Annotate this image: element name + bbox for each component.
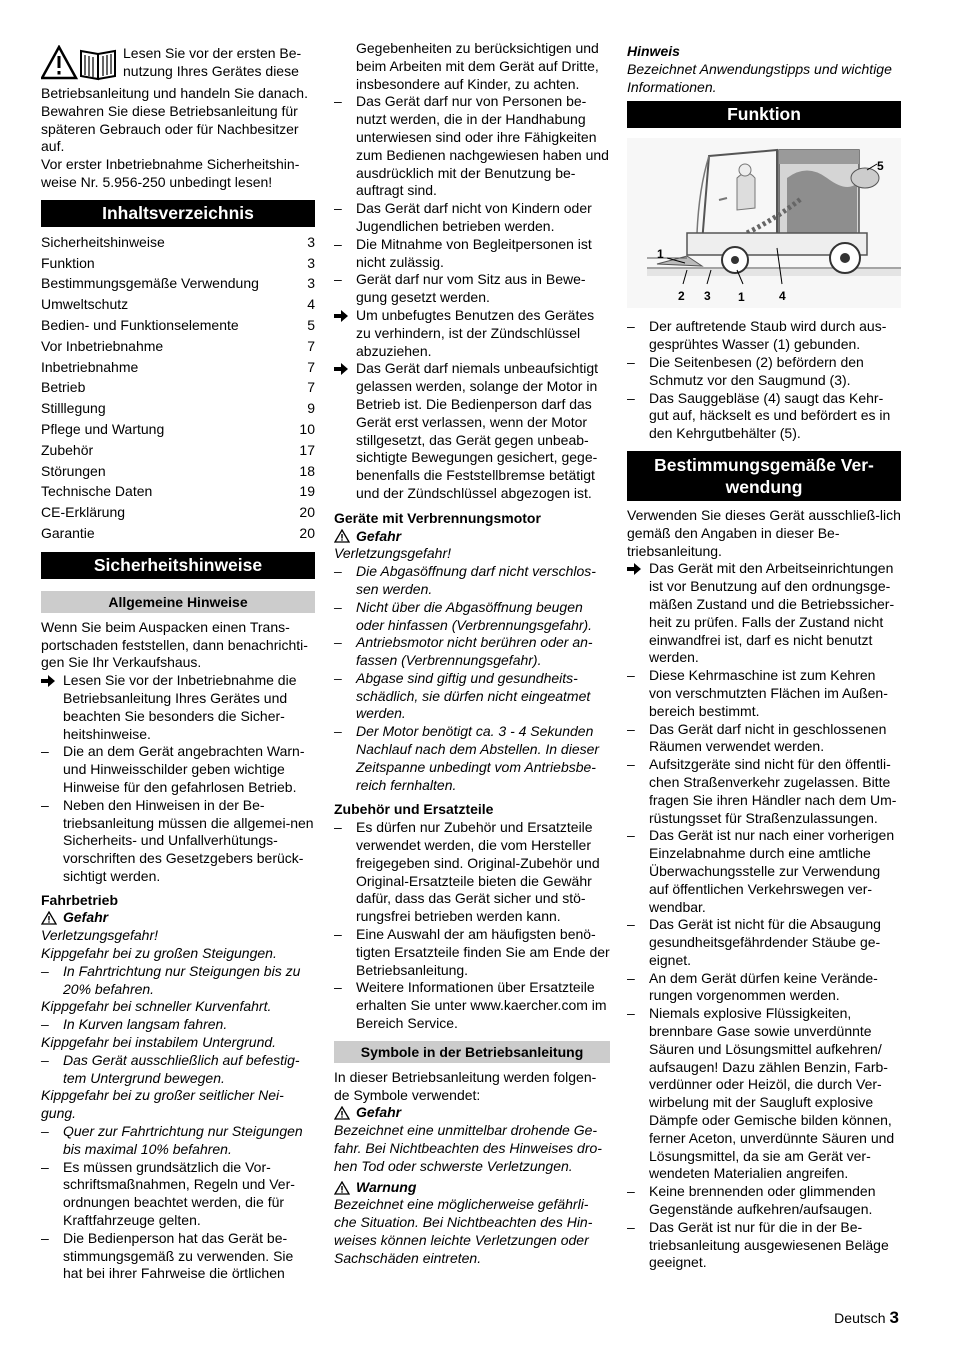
danger-triangle-icon [334, 1106, 350, 1120]
arrow-bullet-icon [627, 560, 645, 580]
dash-bullet: – [334, 819, 342, 836]
dash-bullet: – [334, 634, 342, 651]
dash-bullet: – [627, 389, 635, 406]
sym-gefahr-heading [334, 1104, 610, 1122]
dash-bullet: – [41, 962, 49, 979]
fahr-list [41, 945, 315, 1159]
list-item-text: Um unbefugtes Benutzen des Gerätes zu verhindern, ist der Zündschlüssel abzuziehen. [356, 306, 595, 359]
list-item-text: Es dürfen nur Zubehör und Ersatzteile verwendet werden, die vom Hersteller freigegeben sind. Original-Zubehör und Original-Ersatzteile bieten die Gewähr dafür, dass das Gerät sicher und stö-rungsfrei betrieben werden kann. [356, 819, 600, 925]
list-item-text: Die Mitnahme von Begleitpersonen ist nicht zulässig. [356, 235, 592, 270]
toc-entry-label: Technische Daten [41, 483, 153, 500]
dash-bullet: – [627, 318, 635, 335]
toc-entry-label: Funktion [41, 254, 95, 271]
danger-triangle-icon [41, 911, 57, 925]
dash-bullet: – [627, 353, 635, 370]
list-item [41, 672, 315, 743]
list-item [41, 963, 315, 999]
toc-list [41, 232, 315, 544]
list-item-text: In Fahrtrichtung nur Steigungen bis zu 20% befahren. [63, 962, 301, 997]
toc-entry-page: 10 [299, 420, 315, 437]
toc-entry[interactable] [41, 232, 315, 253]
zubehoer-title: Zubehör und Ersatzteile [334, 801, 494, 818]
page-footer [834, 1309, 899, 1328]
list-item-text: Die Abgasöffnung darf nicht verschlos-sen werden. [356, 563, 596, 597]
toc-entry-page: 20 [299, 524, 315, 541]
toc-entry-page: 3 [307, 275, 315, 292]
dash-bullet: – [627, 1005, 635, 1022]
toc-entry[interactable] [41, 398, 315, 419]
list-item [41, 1052, 315, 1088]
dash-bullet: – [334, 563, 342, 580]
symbols-intro: In dieser Betriebsanleitung werden folgen-de Symbole verwendet: [334, 1068, 597, 1103]
intro-block [41, 40, 315, 192]
hazard-heading: Kippgefahr bei instabilem Untergrund. [41, 1034, 277, 1051]
dash-bullet: – [334, 271, 342, 288]
dash-bullet: – [334, 926, 342, 943]
toc-entry-page: 4 [307, 296, 315, 313]
toc-entry[interactable] [41, 419, 315, 440]
motor-gefahr-heading [334, 528, 610, 546]
sym-gefahr-text: Bezeichnet eine unmittelbar drohende Ge-fahr. Bei Nichtbeachten des Hinweises dro-hen Tod oder schwerste Verletzungen. [334, 1122, 602, 1174]
toc-entry-label: Zubehör [41, 441, 94, 458]
funktion-title: Funktion [627, 101, 901, 128]
toc-entry-label: Bedien- und Funktionselemente [41, 316, 239, 333]
list-item-text: Das Gerät ist nur nach einer vorherigen Einzelabnahme durch eine amtliche Überwachungsstelle zur Verwendung auf öffentlichen Verkehrswegen ver-wendbar. [649, 827, 895, 915]
page-number: 3 [889, 1308, 899, 1327]
figure-label-2: 2 [678, 289, 685, 304]
list-item [627, 318, 901, 354]
toc-entry-page: 9 [307, 400, 315, 417]
sym-warnung-text: Bezeichnet eine möglicherweise gefährli-che Situation. Bei Nichtbeachten des Hin-weises können leichte Verletzungen oder Sachschäden eintreten. [334, 1196, 593, 1266]
toc-entry[interactable] [41, 273, 315, 294]
list-item [627, 390, 901, 443]
toc-entry-page: 18 [299, 462, 315, 479]
toc-entry-label: Betrieb [41, 379, 86, 396]
list-item-text: Abgase sind giftig und gesundheits-schädlich, sie dürfen nicht eingeatmet werden. [356, 669, 591, 722]
list-item-text: An dem Gerät dürfen keine Verände-rungen vorgenommen werden. [649, 969, 878, 1004]
dash-bullet: – [41, 1123, 49, 1140]
dash-bullet: – [41, 1229, 49, 1246]
zubehoer-list [334, 819, 610, 1033]
figure-label-4: 4 [779, 289, 786, 304]
toc-entry[interactable] [41, 336, 315, 357]
list-item-text: Der auftretende Staub wird durch aus-gesprühtes Wasser (1) gebunden. [649, 318, 887, 353]
list-item-text: Keine brennenden oder glimmenden Gegenstände aufkehren/aufsaugen. [649, 1183, 876, 1218]
dash-bullet: – [627, 720, 635, 737]
list-item-text: Es müssen grundsätzlich die Vor-schriftsmaßnahmen, Regeln und Ver-ordnungen beachtet werden, die für Kraftfahrzeuge gelten. [63, 1158, 295, 1229]
arrow-bullet-icon [334, 360, 352, 380]
hazard-heading: Kippgefahr bei zu großer seitlicher Nei-gung. [41, 1087, 284, 1122]
list-item-text: Das Gerät ausschließlich auf befestig-tem Untergrund bewegen. [63, 1051, 300, 1086]
symbols-title: Symbole in der Betriebsanleitung [334, 1041, 610, 1063]
warning-book-icon [41, 45, 119, 85]
list-item [627, 667, 901, 720]
motor-gefahr-label: Gefahr [356, 527, 402, 544]
toc-entry[interactable] [41, 502, 315, 523]
toc-entry-label: Vor Inbetriebnahme [41, 337, 164, 354]
toc-entry-page: 7 [307, 379, 315, 396]
continued-text: Gegebenheiten zu berücksichtigen und beim Arbeiten mit dem Gerät auf Dritte, insbesondere auf Kinder, zu achten. [356, 40, 599, 92]
toc-entry-label: Bestimmungsgemäße Verwendung [41, 275, 259, 292]
figure-label-1: 1 [657, 247, 664, 262]
list-item-text: Quer zur Fahrtrichtung nur Steigungen bis maximal 10% befahren. [63, 1123, 303, 1157]
hinweis-text: Bezeichnet Anwendungstipps und wichtige Informationen. [627, 60, 892, 95]
dash-bullet: – [41, 796, 49, 813]
dash-bullet: – [334, 979, 342, 996]
fahr-rest-list [41, 1159, 315, 1284]
fahrbetrieb-title: Fahrbetrieb [41, 891, 119, 908]
arrow-bullet-icon [334, 307, 352, 327]
toc-entry[interactable] [41, 357, 315, 378]
list-item [334, 271, 610, 307]
warning-triangle-icon [334, 1181, 350, 1195]
sweeper-figure [627, 138, 901, 308]
column-middle [334, 40, 610, 1268]
dash-bullet: – [627, 756, 635, 773]
column-right [627, 40, 901, 1272]
footer-language: Deutsch [834, 1310, 886, 1326]
sym-warnung-heading [334, 1179, 610, 1197]
toc-title: Inhaltsverzeichnis [41, 200, 315, 227]
list-item-text: Antriebsmotor nicht berühren oder an-fassen (Verbrennungsgefahr). [356, 634, 593, 669]
danger-triangle-icon [334, 529, 350, 543]
list-item [334, 723, 610, 794]
motor-title: Geräte mit Verbrennungsmotor [334, 509, 541, 526]
toc-entry[interactable] [41, 481, 315, 502]
list-item [334, 634, 610, 670]
list-item [334, 360, 610, 502]
list-item-text: Das Sauggebläse (4) saugt das Kehr-gut auf, häckselt es und befördert es in den Kehrgutbehälter (5). [649, 389, 891, 442]
dash-bullet: – [627, 1183, 635, 1200]
hazard-heading: Kippgefahr bei schneller Kurvenfahrt. [41, 998, 272, 1015]
list-item [627, 916, 901, 969]
list-item-text: Das Gerät mit den Arbeitseinrichtungen ist vor Benutzung auf den ordnungsge-mäßen Zustand und die Betriebssicher-heit zu prüfen. Falls der Zustand nicht einwandfrei ist, darf es nicht benutzt werden. [649, 560, 895, 666]
list-item-text: Das Gerät ist nicht für die Absaugung gesundheitsgefährdender Stäube ge-eignet. [649, 916, 881, 968]
funktion-list [627, 318, 901, 443]
sym-gefahr-label: Gefahr [356, 1104, 402, 1121]
list-item-text: Nicht über die Abgasöffnung beugen oder hinfassen (Verbrennungsgefahr). [356, 598, 593, 633]
intro-warning-text: Lesen Sie vor der ersten Be-nutzung Ihres Gerätes diese [123, 45, 302, 79]
toc-entry-page: 20 [299, 504, 315, 521]
list-item-text: Diese Kehrmaschine ist zum Kehren von verschmutzten Flächen im Außen-bereich bestimmt. [649, 667, 888, 719]
list-item [334, 307, 610, 360]
list-item-text: Gerät darf nur vom Sitz aus in Bewe-gung gesetzt werden. [356, 271, 586, 306]
dash-bullet: – [334, 93, 342, 110]
list-item-text: Eine Auswahl der am häufigsten benö-tigten Ersatzteile finden Sie am Ende der Betriebsanleitung. [356, 926, 610, 978]
toc-entry-page: 17 [299, 441, 315, 458]
figure-label-3: 3 [704, 289, 711, 304]
toc-entry-page: 3 [307, 233, 315, 250]
dash-bullet: – [334, 200, 342, 217]
list-item-text: Das Gerät darf nicht in geschlossenen Räumen verwendet werden. [649, 720, 887, 755]
toc-entry[interactable] [41, 294, 315, 315]
toc-entry-label: Umweltschutz [41, 296, 129, 313]
best-list [627, 560, 901, 1272]
list-item [41, 797, 315, 886]
toc-entry-label: Sicherheitshinweise [41, 233, 165, 250]
list-item [334, 670, 610, 723]
general-notes-title: Allgemeine Hinweise [41, 591, 315, 613]
dash-bullet: – [41, 1051, 49, 1068]
toc-entry-page: 19 [299, 483, 315, 500]
list-item [334, 819, 610, 926]
list-item [627, 1183, 901, 1219]
list-item-text: Der Motor benötigt ca. 3 - 4 Sekunden Nachlauf nach dem Abstellen. In dieser Zeitspanne unbedingt vom Antriebsbe-reich fernhalten. [356, 723, 600, 793]
dash-bullet: – [627, 969, 635, 986]
toc-entry-label: Garantie [41, 524, 95, 541]
toc-entry[interactable] [41, 440, 315, 461]
dash-bullet: – [334, 723, 342, 740]
list-item [334, 93, 610, 200]
list-item [334, 926, 610, 979]
hazard-heading: Kippgefahr bei zu großen Steigungen. [41, 945, 277, 962]
list-item-text: Weitere Informationen über Ersatzteile erhalten Sie unter www.kaercher.com im Bereich Service. [356, 979, 607, 1032]
list-item-text: In Kurven langsam fahren. [63, 1016, 228, 1033]
list-item-text: Lesen Sie vor der Inbetriebnahme die Betriebsanleitung Ihres Gerätes und beachten Sie besonders die Sicher-heitshinweise. [63, 672, 297, 742]
toc-entry-label: Stilllegung [41, 400, 106, 417]
list-item [334, 563, 610, 599]
list-item [41, 743, 315, 796]
list-item-text: Das Gerät ist nur für die in der Be-triebsanleitung ausgewiesenen Beläge geeignet. [649, 1218, 889, 1271]
list-item-text: Das Gerät darf nicht von Kindern oder Jugendlichen betrieben werden. [356, 200, 592, 234]
toc-entry-label: Pflege und Wartung [41, 420, 165, 437]
best-intro: Verwenden Sie dieses Gerät ausschließ-lich gemäß den Angaben in dieser Be-triebsanleitung. [627, 506, 901, 559]
list-item [627, 354, 901, 390]
toc-entry-page: 7 [307, 337, 315, 354]
list-item-text: Niemals explosive Flüssigkeiten, brennbare Gase sowie unverdünnte Säuren und Lösungsmittel aufkehren/ aufsaugen! Dazu zählen Benzin, Farb-verdünner oder Heizöl, die durch Ver-wirbelung mit der Saugluft explosive Dämpfe oder Gemische bilden können, ferner Aceton, unverdünnte Säuren und Lösungsmittel, da sie am Gerät ver-wendeten Materialien angreifen. [649, 1005, 895, 1182]
safety-title: Sicherheitshinweise [41, 552, 315, 579]
verletzung-text: Verletzungsgefahr! [41, 927, 158, 944]
figure-label-1b: 1 [738, 290, 745, 305]
toc-entry[interactable] [41, 377, 315, 398]
toc-entry-label: Inbetriebnahme [41, 358, 139, 375]
list-item-text: Aufsitzgeräte sind nicht für den öffentli-chen Straßenverkehr zugelassen. Bitte fragen Sie ihren Händler nach dem Um-rüstungsset für Straßenzulassungen. [649, 756, 897, 826]
toc-entry[interactable] [41, 461, 315, 482]
hinweis-label: Hinweis [627, 43, 680, 59]
list-item-text: Die an dem Gerät angebrachten Warn- und Hinweisschilder geben wichtige Hinweise für den gefahrlosen Betrieb. [63, 743, 305, 795]
motor-list [334, 563, 610, 794]
list-item-text: Die Bedienperson hat das Gerät be-stimmungsgemäß zu verwenden. Sie hat bei ihrer Fahrweise die örtlichen [63, 1229, 294, 1282]
list-item-text: Das Gerät darf nur von Personen be-nutzt werden, die in der Handhabung unterwiesen sind oder ihre Fähigkeiten zum Bedienen nachgewiesen haben und ausdrücklich mit der Benutzung be-auftragt sind. [356, 93, 609, 199]
list-item [334, 979, 610, 1032]
dash-bullet: – [627, 916, 635, 933]
list-item [627, 1219, 901, 1272]
column-left [41, 40, 315, 1283]
list-item [627, 970, 901, 1006]
dash-bullet: – [41, 1016, 49, 1033]
list-item-text: Das Gerät darf niemals unbeaufsichtigt gelassen werden, solange der Motor in Betrieb ist. Die Bedienperson darf das Gerät erst verlassen, wenn der Motor stillgesetzt, das Gerät gegen unbeab-sichtigte Bewegungen gesichert, gege-benenfalls die Feststellbremse betätigt und der Zündschlüssel abgezogen ist. [356, 360, 599, 501]
intro-safety-text: Vor erster Inbetriebnahme Sicherheitshin-weise Nr. 5.956-250 unbedingt lesen! [41, 156, 300, 190]
list-item-text: Die Seitenbesen (2) befördern den Schmutz vor den Saugmund (3). [649, 353, 864, 388]
dash-bullet: – [334, 235, 342, 252]
toc-entry-page: 3 [307, 254, 315, 271]
toc-entry-label: Störungen [41, 462, 106, 479]
gefahr-heading [41, 909, 315, 927]
dash-bullet: – [334, 669, 342, 686]
dash-bullet: – [627, 1218, 635, 1235]
list-item [334, 236, 610, 272]
sym-warnung-label: Warnung [356, 1178, 417, 1195]
list-item [41, 1016, 315, 1034]
dash-bullet: – [627, 827, 635, 844]
list-item-text: Neben den Hinweisen in der Be-triebsanleitung müssen die allgemei-nen Sicherheits- und Unfallverhütungs-vorschriften des Gesetzgebers berück-sichtigt werden. [63, 796, 314, 884]
best-title: Bestimmungsgemäße Ver-wendung [627, 451, 901, 501]
dash-bullet: – [627, 667, 635, 684]
general-list [41, 672, 315, 886]
arrow-bullet-icon [41, 672, 59, 692]
gefahr-label: Gefahr [63, 909, 109, 926]
toc-entry[interactable] [41, 253, 315, 274]
list-item [627, 1005, 901, 1183]
list-item [627, 721, 901, 757]
intro-rest-text: Betriebsanleitung und handeln Sie danach. Bewahren Sie diese Betriebsanleitung für späteren Gebrauch oder für Nachbesitzer auf. [41, 85, 308, 155]
list-item [627, 560, 901, 667]
figure-label-5: 5 [877, 159, 884, 174]
toc-entry[interactable] [41, 523, 315, 544]
toc-entry-page: 5 [307, 316, 315, 333]
toc-entry[interactable] [41, 315, 315, 336]
dash-bullet: – [41, 1158, 49, 1175]
dash-bullet: – [41, 743, 49, 760]
list-item [41, 1230, 315, 1283]
general-intro: Wenn Sie beim Auspacken einen Trans-portschaden feststellen, dann benachrichti-gen Sie Ihr Verkaufshaus. [41, 618, 308, 671]
operator-list [334, 93, 610, 502]
toc-entry-label: CE-Erklärung [41, 504, 126, 521]
dash-bullet: – [334, 598, 342, 615]
list-item [334, 599, 610, 635]
list-item [627, 756, 901, 827]
sweeper-illustration [627, 138, 901, 308]
motor-verletzung: Verletzungsgefahr! [334, 545, 451, 562]
toc-entry-page: 7 [307, 358, 315, 375]
list-item [41, 1123, 315, 1159]
list-item [627, 827, 901, 916]
list-item [334, 200, 610, 236]
list-item [41, 1159, 315, 1230]
